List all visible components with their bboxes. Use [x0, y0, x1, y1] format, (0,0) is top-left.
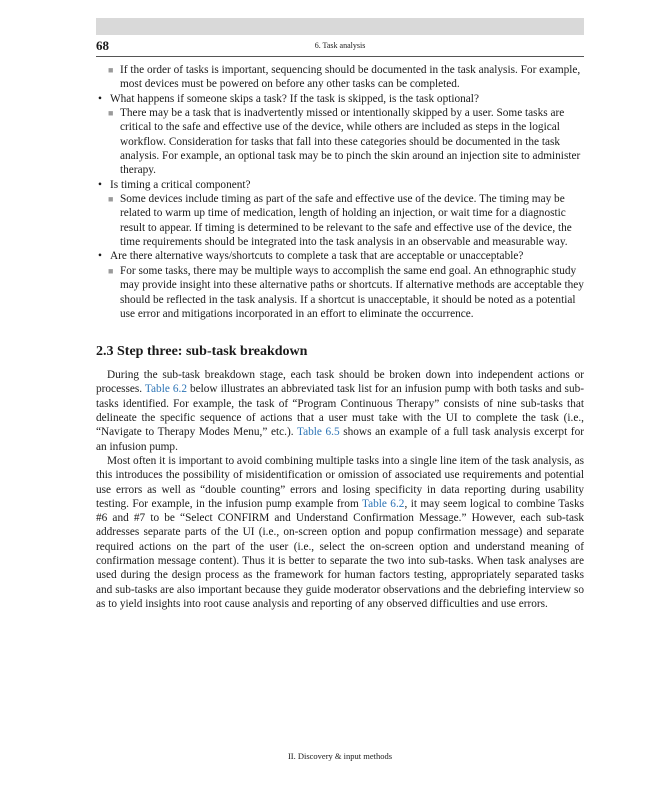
bullet-icon: ■ — [108, 108, 114, 119]
list-item: ■ Some devices include timing as part of the safe and effective use of the device. The timing may be related to warm up time of medication, length of holding an injection, or wait time for a diagnostic result to appear. If timing is determined to be relevant to the safe and effective use of the device, the time requirements should be integrated into the task analysis in an observable and measurable way. — [108, 193, 572, 249]
section-heading: 2.3 Step three: sub-task breakdown — [96, 344, 308, 360]
table-reference-link[interactable]: Table 6.5 — [296, 426, 340, 439]
header-rule — [96, 56, 584, 57]
list-item: ■ There may be a task that is inadvertently missed or intentionally skipped by a user. Some tasks are critical to the safe and effective use of the device, while others are included as steps in the logical workflow. Consideration for tasks that fall into these categories should be documented in the task analysis. For example, an optional task may be to pinch the skin around an injection site to administer therapy. — [108, 107, 581, 177]
body-paragraph: Most often it is important to avoid combining multiple tasks into a single line item of the task analysis, as this introduces the possibility of misidentification or omission of associated use requirements and potential use errors as well as “double counting” errors and losing specificity in data reporting during usability testing. For example, in the infusion pump example from Table 6.2, it may seem logical to combine Tasks #6 and #7 to be “Select CONFIRM and Understand Confirmation Message.” However, each sub-task addresses separate parts of the UI (i.e., on-screen option and popup confirmation message) and separate required actions on the part of the user (i.e., select the on-screen option and understand meaning of confirmation message content). Thus it is better to separate the two into sub-tasks. When task analyses are used during the design process as the framework for human factors testing, appropriately separated tasks and sub-tasks are also important because they guide moderator observations and the debriefing interview so as to yield insights into root cause analysis and reporting of any observed difficulties and use errors. — [96, 454, 584, 610]
body-paragraph: During the sub-task breakdown stage, each task should be broken down into independent actions or processes. Table 6.2 below illustrates an abbreviated task list for an infusion pump with both tasks and sub-tasks identified. For example, the task of “Program Continuous Therapy” consists of nine sub-tasks that delineate the specific sequence of actions that a user must take with the UI to complete the task (i.e., “Navigate to Therapy Modes Menu,” etc.). Table 6.5 shows an example of a full task analysis excerpt for an infusion pump. — [96, 369, 585, 453]
page-footer: II. Discovery & input methods — [287, 751, 393, 761]
page-header — [96, 38, 584, 54]
bullet-list — [96, 63, 584, 321]
table-reference-link[interactable]: Table 6.2 — [361, 497, 405, 510]
bullet-icon: ■ — [108, 194, 114, 205]
list-item: • Are there alternative ways/shortcuts to complete a task that are acceptable or unacceptable? — [98, 250, 524, 263]
running-title: 6. Task analysis — [314, 41, 366, 50]
bullet-icon: ■ — [108, 65, 114, 75]
bullet-icon: • — [98, 92, 102, 105]
top-bar — [96, 18, 584, 35]
list-item: • Is timing a critical component? — [98, 178, 251, 191]
list-item: • What happens if someone skips a task? If the task is skipped, is the task optional? — [98, 92, 479, 105]
bullet-icon: • — [98, 178, 102, 191]
page-number: 68 — [96, 38, 109, 53]
list-item: ■ For some tasks, there may be multiple ways to accomplish the same end goal. An ethnographic study may provide insight into these alternative paths or shortcuts. If alternative methods are acceptable they should be reflected in the task analysis. If a shortcut is unacceptable, it should be noted as a potential use error and mitigations incorporated in an effort to eliminate the occurrence. — [108, 264, 584, 320]
list-item: ■ If the order of tasks is important, sequencing should be documented in the task analysis. For example, most devices must be powered on before any other tasks can be completed. — [108, 64, 581, 91]
bullet-icon: ■ — [108, 265, 114, 276]
page-body — [96, 63, 584, 611]
table-reference-link[interactable]: Table 6.2 — [144, 383, 187, 396]
bullet-icon: • — [98, 250, 102, 263]
